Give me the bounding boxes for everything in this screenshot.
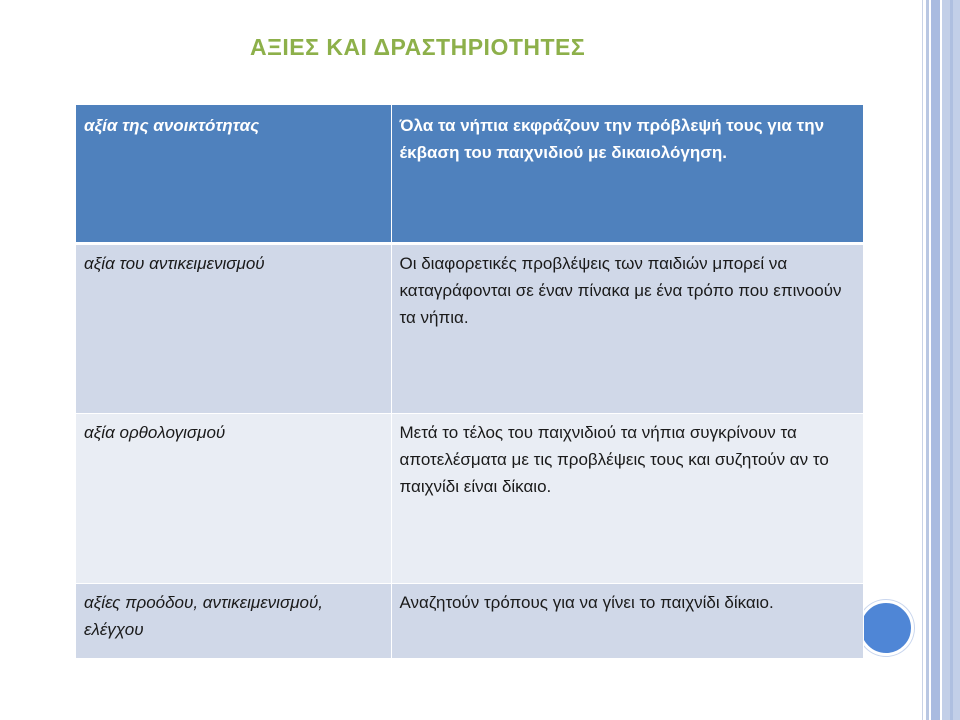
header-activity-cell: Όλα τα νήπια εκφράζουν την πρόβλεψή τους για την έκβαση του παιχνιδιού με δικαιολόγηση. xyxy=(391,105,863,243)
decorative-stripe xyxy=(950,0,953,720)
values-activities-table xyxy=(76,105,864,658)
value-cell: αξία ορθολογισμού xyxy=(76,413,391,583)
header-value-cell: αξία της ανοικτότητας xyxy=(76,105,391,243)
activity-cell: Μετά το τέλος του παιχνιδιού τα νήπια συγκρίνουν τα αποτελέσματα με τις προβλέψεις τους και συζητούν αν το παιχνίδι είναι δίκαιο. xyxy=(391,413,863,583)
value-cell: αξία του αντικειμενισμού xyxy=(76,243,391,413)
table-row xyxy=(76,243,863,413)
decorative-circle xyxy=(858,600,914,656)
table-header-row xyxy=(76,105,863,243)
decorative-stripe xyxy=(931,0,940,720)
table-row xyxy=(76,583,863,658)
decorative-stripe xyxy=(926,0,929,720)
activity-cell: Οι διαφορετικές προβλέψεις των παιδιών μπορεί να καταγράφονται σε έναν πίνακα με ένα τρόπο που επινοούν τα νήπια. xyxy=(391,243,863,413)
decorative-stripe xyxy=(922,0,923,720)
activity-cell: Αναζητούν τρόπους για να γίνει το παιχνίδι δίκαιο. xyxy=(391,583,863,658)
table-row xyxy=(76,413,863,583)
value-cell: αξίες προόδου, αντικειμενισμού, ελέγχου xyxy=(76,583,391,658)
slide-title: ΑΞΙΕΣ ΚΑΙ ΔΡΑΣΤΗΡΙΟΤΗΤΕΣ xyxy=(250,34,586,60)
